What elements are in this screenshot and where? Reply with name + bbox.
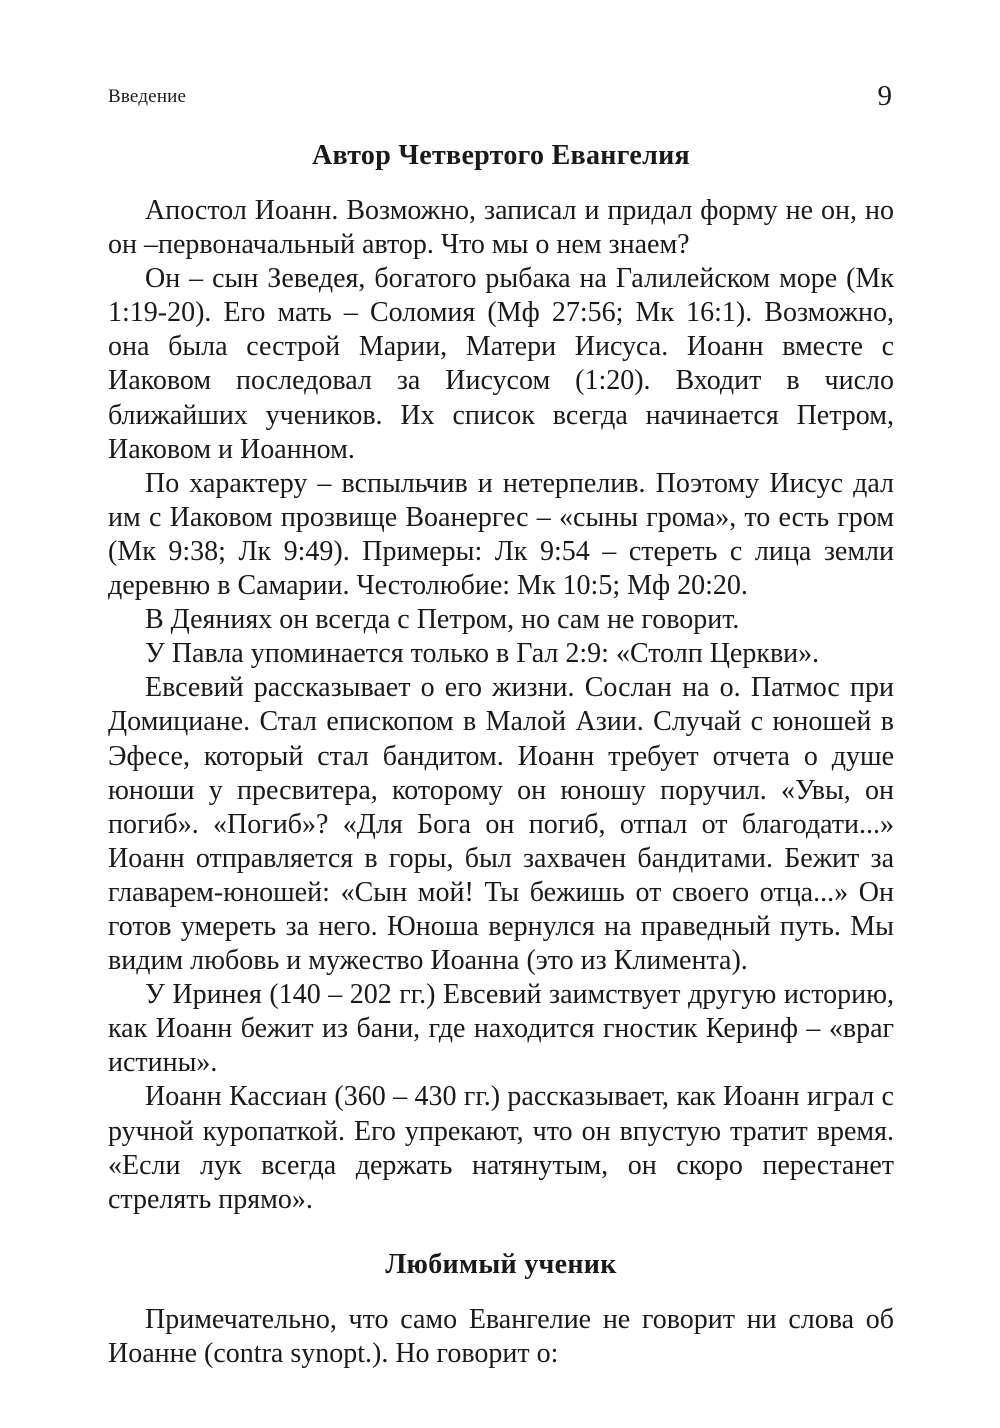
paragraph: Евсевий рассказывает о его жизни. Сослан на о. Патмос при Домициане. Стал епископом в Малой Азии. Случай с юношей в Эфесе, который стал бандитом. Иоанн требует отчета о душе юноши у пресвитера, которому он юношу поручил. «Увы, он погиб». «Погиб»? «Для Бога он погиб, отпал от благодати...» Иоанн отправляется в горы, был захвачен бандитами. Бежит за главарем-юношей: «Сын мой! Ты бежишь от своего отца...» Он готов умереть за него. Юноша вернулся на праведный путь. Мы видим любовь и мужество Иоанна (это из Климента).: [108, 672, 894, 977]
running-head: Введение: [108, 86, 187, 107]
page-content: [108, 138, 894, 1371]
paragraph: Иоанн Кассиан (360 – 430 гг.) рассказывает, как Иоанн играл с ручной куропаткой. Его упрекают, что он впустую тратит время. «Если лук всегда держать натянутым, он скоро перестанет стрелять прямо».: [108, 1081, 894, 1215]
paragraph: Он – сын Зеведея, богатого рыбака на Галилейском море (Мк 1:19-20). Его мать – Соломия (Мф 27:56; Мк 16:1). Возможно, она была сестрой Марии, Матери Иисуса. Иоанн вместе с Иаковом последовал за Иисусом (1:20). Входит в число ближайших учеников. Их список всегда начинается Петром, Иаковом и Иоанном.: [108, 263, 894, 465]
page-number: 9: [877, 80, 892, 112]
paragraph: Апостол Иоанн. Возможно, записал и придал форму не он, но он –первоначальный автор. Что мы о нем знаем?: [108, 195, 894, 261]
paragraph: Примечательно, что само Евангелие не говорит ни слова об Иоанне (contra synopt.). Но говорит о:: [108, 1303, 894, 1369]
paragraph: В Деяниях он всегда с Петром, но сам не говорит.: [145, 604, 740, 636]
paragraph: По характеру – вспыльчив и нетерпелив. Поэтому Иисус дал им с Иаковом прозвище Воанергес – «сыны грома», то есть гром (Мк 9:38; Лк 9:49). Примеры: Лк 9:54 – стереть с лица земли деревню в Самарии. Честолюбие: Мк 10:5; Мф 20:20.: [108, 467, 894, 602]
paragraph: У Иринея (140 – 202 гг.) Евсевий заимствует другую историю, как Иоанн бежит из бани, где находится гностик Керинф – «враг истины».: [108, 979, 894, 1079]
section-title-beloved-disciple: Любимый ученик: [385, 1248, 617, 1280]
paragraph: У Павла упоминается только в Гал 2:9: «Столп Церкви».: [145, 638, 820, 670]
section-title-author: Автор Четвертого Евангелия: [312, 140, 690, 171]
